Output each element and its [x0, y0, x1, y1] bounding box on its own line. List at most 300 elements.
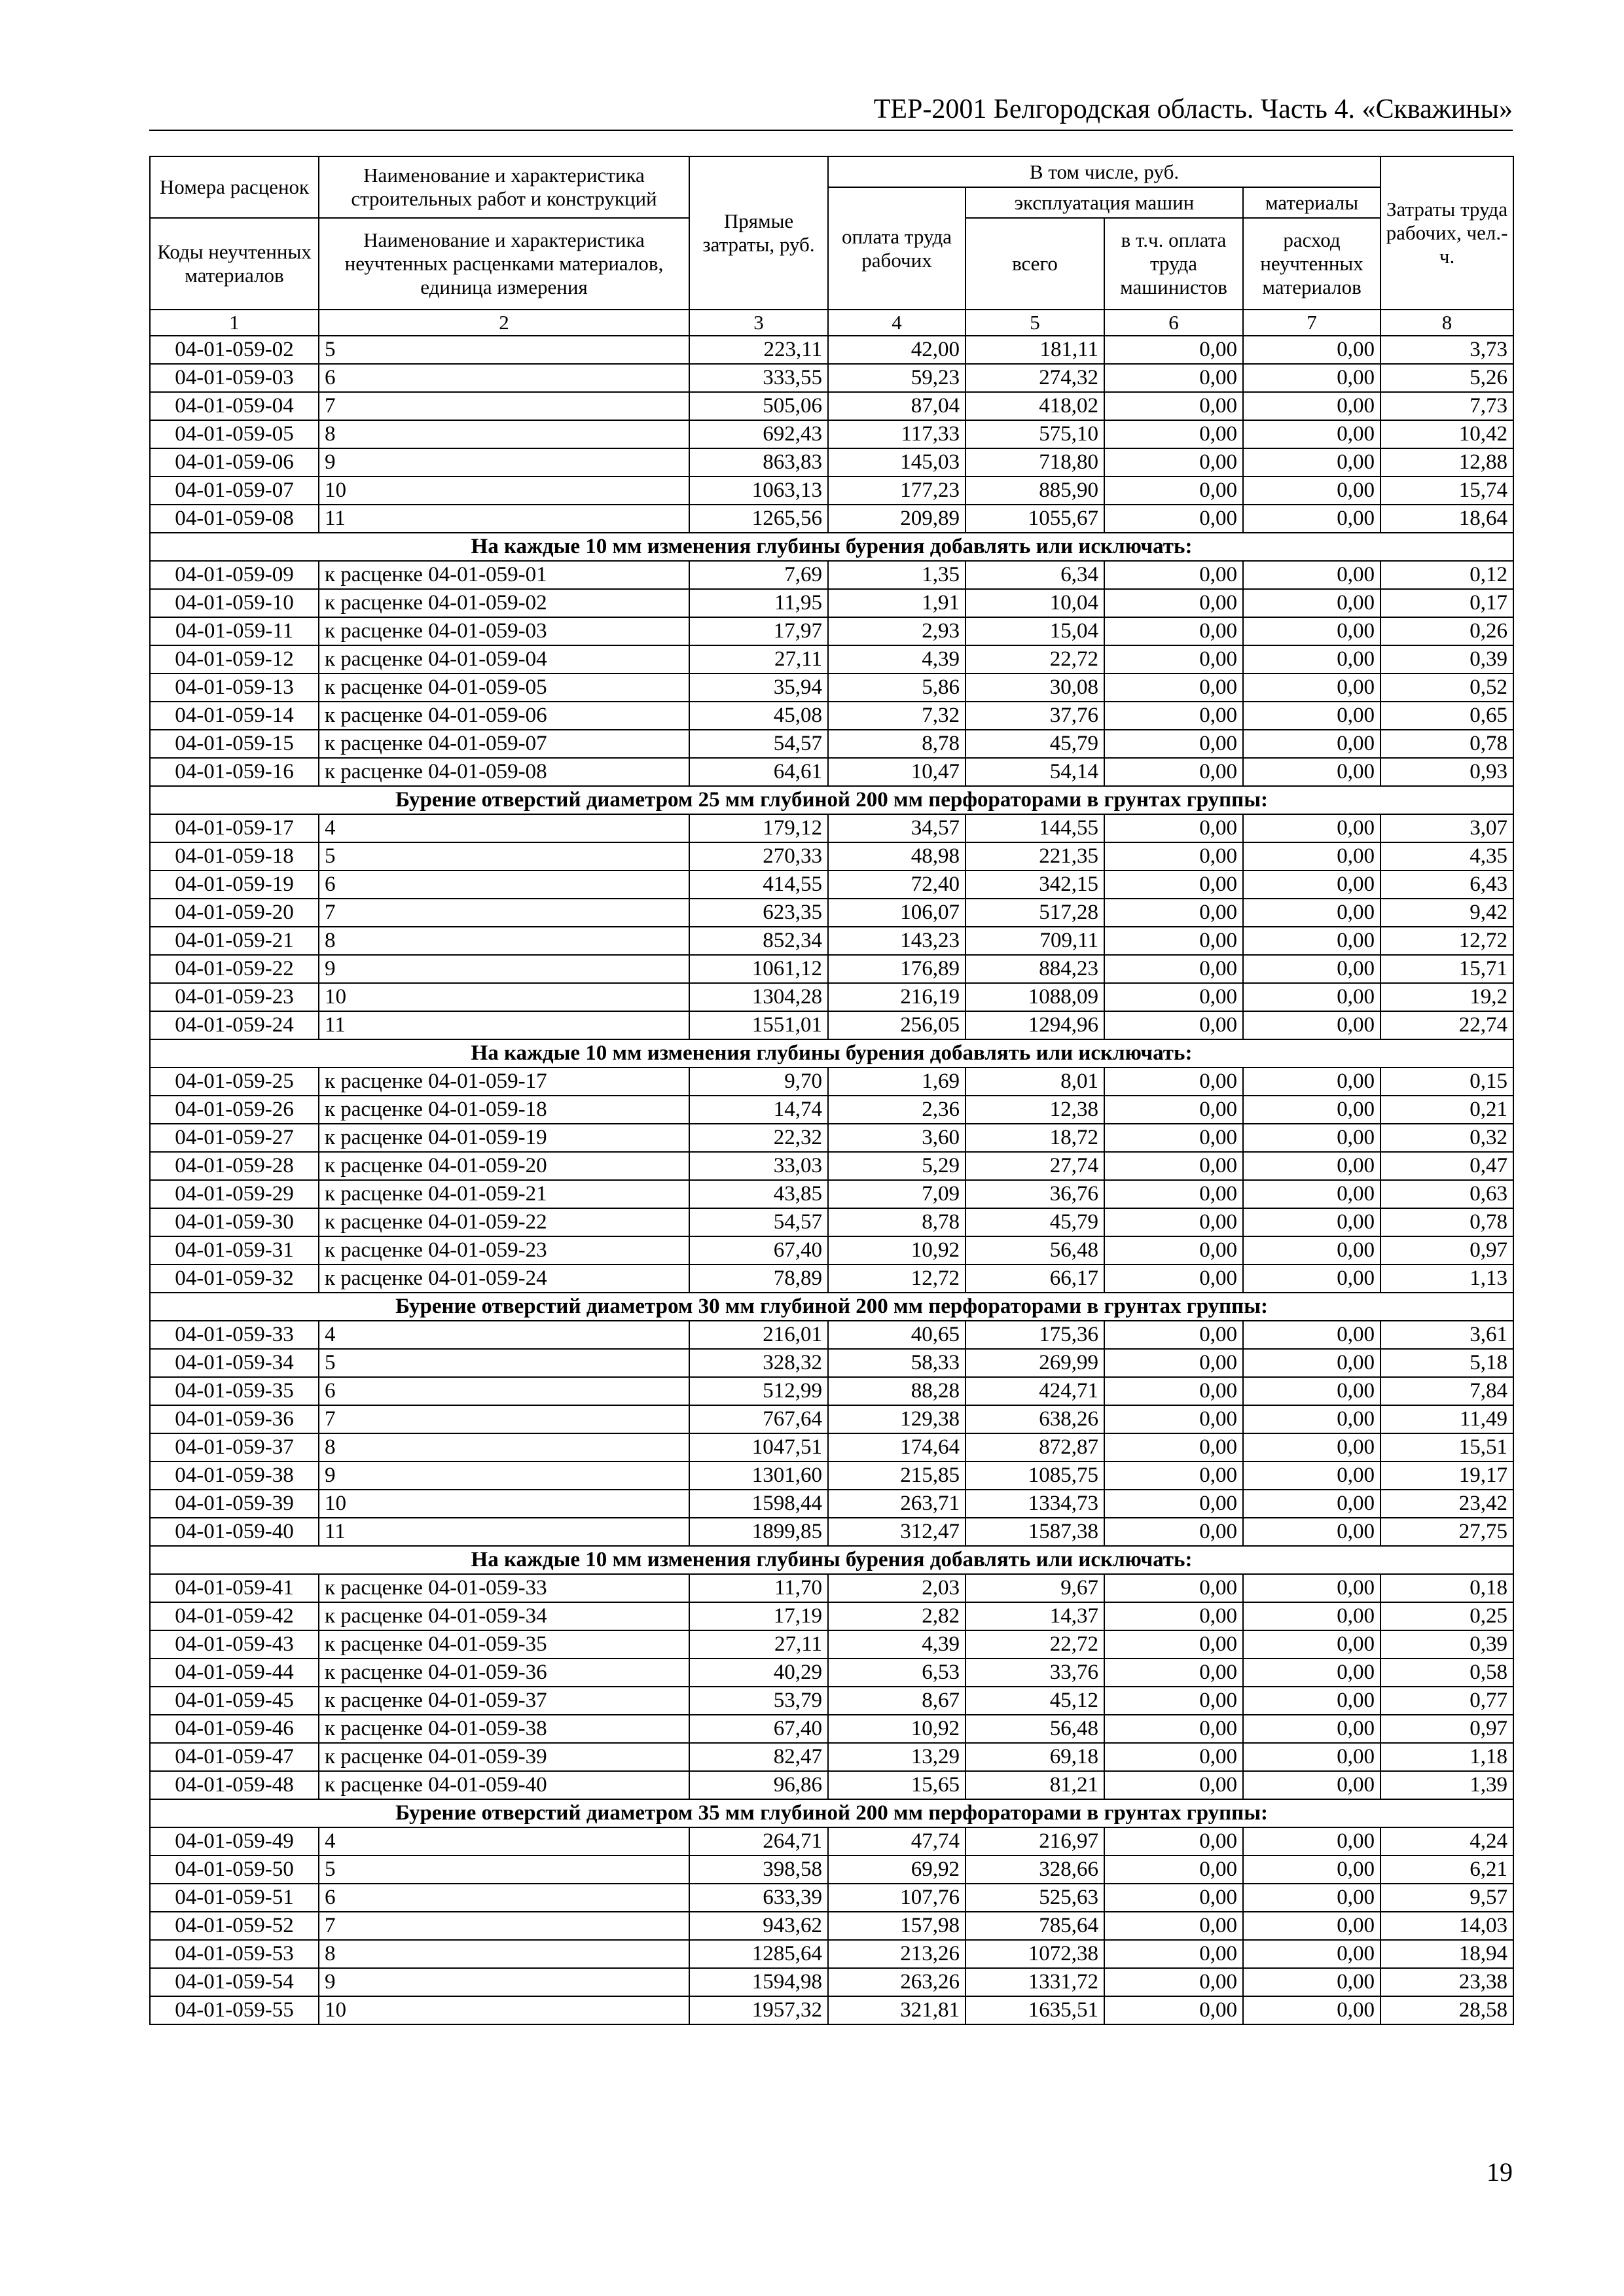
rate-code-cell: 04-01-059-35	[150, 1377, 319, 1405]
table-row	[150, 1630, 1513, 1659]
machinists-pay-cell: 0,00	[1104, 1490, 1243, 1518]
materials-cell: 0,00	[1243, 673, 1380, 702]
direct-cost-cell: 223,11	[689, 336, 828, 364]
table-row	[150, 1518, 1513, 1546]
labor-hours-cell: 3,07	[1380, 814, 1513, 842]
direct-cost-cell: 11,95	[689, 589, 828, 617]
table-row	[150, 758, 1513, 786]
materials-cell: 0,00	[1243, 1715, 1380, 1743]
rate-code-cell: 04-01-059-31	[150, 1236, 319, 1265]
materials-cell: 0,00	[1243, 1152, 1380, 1180]
materials-cell: 0,00	[1243, 1659, 1380, 1687]
labor-pay-cell: 69,92	[828, 1856, 965, 1884]
rate-code-cell: 04-01-059-21	[150, 927, 319, 955]
table-row	[150, 1265, 1513, 1293]
table-row	[150, 1715, 1513, 1743]
machinists-pay-cell: 0,00	[1104, 1349, 1243, 1377]
materials-cell: 0,00	[1243, 505, 1380, 533]
machinists-pay-cell: 0,00	[1104, 702, 1243, 730]
materials-cell: 0,00	[1243, 1687, 1380, 1715]
work-name-cell: к расценке 04-01-059-08	[319, 758, 689, 786]
labor-hours-cell: 1,18	[1380, 1743, 1513, 1771]
machines-total-cell: 9,67	[965, 1574, 1104, 1602]
materials-cell: 0,00	[1243, 1884, 1380, 1912]
table-row	[150, 1011, 1513, 1039]
rate-code-cell: 04-01-059-07	[150, 476, 319, 505]
machinists-pay-cell: 0,00	[1104, 1124, 1243, 1152]
col-header-rate-numbers: Номера расценок	[150, 156, 319, 218]
machinists-pay-cell: 0,00	[1104, 1405, 1243, 1433]
labor-hours-cell: 1,13	[1380, 1265, 1513, 1293]
labor-pay-cell: 6,53	[828, 1659, 965, 1687]
labor-pay-cell: 1,91	[828, 589, 965, 617]
direct-cost-cell: 22,32	[689, 1124, 828, 1152]
materials-cell: 0,00	[1243, 448, 1380, 476]
machinists-pay-cell: 0,00	[1104, 1096, 1243, 1124]
labor-hours-cell: 19,17	[1380, 1462, 1513, 1490]
machines-total-cell: 885,90	[965, 476, 1104, 505]
labor-pay-cell: 8,78	[828, 1208, 965, 1236]
materials-cell: 0,00	[1243, 1630, 1380, 1659]
work-name-cell: 6	[319, 364, 689, 392]
column-numbers-row	[150, 310, 1513, 336]
machines-total-cell: 424,71	[965, 1377, 1104, 1405]
table-row	[150, 899, 1513, 927]
materials-cell: 0,00	[1243, 336, 1380, 364]
labor-hours-cell: 9,42	[1380, 899, 1513, 927]
machinists-pay-cell: 0,00	[1104, 589, 1243, 617]
machinists-pay-cell: 0,00	[1104, 1715, 1243, 1743]
rate-code-cell: 04-01-059-16	[150, 758, 319, 786]
column-number: 5	[965, 310, 1104, 336]
labor-hours-cell: 7,84	[1380, 1377, 1513, 1405]
machines-total-cell: 56,48	[965, 1236, 1104, 1265]
labor-pay-cell: 48,98	[828, 842, 965, 870]
work-name-cell: 8	[319, 927, 689, 955]
table-row	[150, 1236, 1513, 1265]
table-row	[150, 336, 1513, 364]
direct-cost-cell: 17,19	[689, 1602, 828, 1630]
section-row	[150, 1546, 1513, 1574]
table-row	[150, 1405, 1513, 1433]
machinists-pay-cell: 0,00	[1104, 1180, 1243, 1208]
direct-cost-cell: 398,58	[689, 1856, 828, 1884]
materials-cell: 0,00	[1243, 1011, 1380, 1039]
rate-code-cell: 04-01-059-52	[150, 1912, 319, 1940]
page-number: 19	[1487, 2157, 1513, 2187]
materials-cell: 0,00	[1243, 1574, 1380, 1602]
rate-code-cell: 04-01-059-50	[150, 1856, 319, 1884]
labor-pay-cell: 2,82	[828, 1602, 965, 1630]
labor-hours-cell: 7,73	[1380, 392, 1513, 420]
direct-cost-cell: 33,03	[689, 1152, 828, 1180]
machinists-pay-cell: 0,00	[1104, 420, 1243, 448]
col-header-materials: материалы	[1243, 187, 1380, 218]
labor-pay-cell: 7,32	[828, 702, 965, 730]
work-name-cell: к расценке 04-01-059-01	[319, 561, 689, 589]
direct-cost-cell: 333,55	[689, 364, 828, 392]
rate-code-cell: 04-01-059-14	[150, 702, 319, 730]
materials-cell: 0,00	[1243, 927, 1380, 955]
machinists-pay-cell: 0,00	[1104, 1321, 1243, 1349]
rate-code-cell: 04-01-059-45	[150, 1687, 319, 1715]
rate-code-cell: 04-01-059-46	[150, 1715, 319, 1743]
machines-total-cell: 33,76	[965, 1659, 1104, 1687]
materials-cell: 0,00	[1243, 870, 1380, 899]
table-row	[150, 589, 1513, 617]
work-name-cell: к расценке 04-01-059-24	[319, 1265, 689, 1293]
machines-total-cell: 328,66	[965, 1856, 1104, 1884]
direct-cost-cell: 11,70	[689, 1574, 828, 1602]
rate-code-cell: 04-01-059-55	[150, 1996, 319, 2024]
rate-code-cell: 04-01-059-28	[150, 1152, 319, 1180]
table-row	[150, 1687, 1513, 1715]
work-name-cell: к расценке 04-01-059-06	[319, 702, 689, 730]
labor-hours-cell: 0,39	[1380, 1630, 1513, 1659]
machines-total-cell: 175,36	[965, 1321, 1104, 1349]
work-name-cell: 9	[319, 448, 689, 476]
machinists-pay-cell: 0,00	[1104, 1630, 1243, 1659]
direct-cost-cell: 82,47	[689, 1743, 828, 1771]
labor-hours-cell: 5,26	[1380, 364, 1513, 392]
section-heading: На каждые 10 мм изменения глубины бурения добавлять или исключать:	[150, 533, 1513, 561]
section-heading: На каждые 10 мм изменения глубины бурения добавлять или исключать:	[150, 1546, 1513, 1574]
direct-cost-cell: 1301,60	[689, 1462, 828, 1490]
labor-hours-cell: 18,94	[1380, 1940, 1513, 1968]
materials-cell: 0,00	[1243, 1208, 1380, 1236]
labor-pay-cell: 107,76	[828, 1884, 965, 1912]
direct-cost-cell: 27,11	[689, 645, 828, 673]
machines-total-cell: 525,63	[965, 1884, 1104, 1912]
section-row	[150, 1293, 1513, 1321]
rate-code-cell: 04-01-059-18	[150, 842, 319, 870]
labor-pay-cell: 88,28	[828, 1377, 965, 1405]
rate-code-cell: 04-01-059-12	[150, 645, 319, 673]
direct-cost-cell: 17,97	[689, 617, 828, 645]
materials-cell: 0,00	[1243, 842, 1380, 870]
labor-hours-cell: 5,18	[1380, 1349, 1513, 1377]
machines-total-cell: 10,04	[965, 589, 1104, 617]
direct-cost-cell: 1285,64	[689, 1940, 828, 1968]
labor-pay-cell: 177,23	[828, 476, 965, 505]
materials-cell: 0,00	[1243, 1180, 1380, 1208]
labor-hours-cell: 0,47	[1380, 1152, 1513, 1180]
column-number: 7	[1243, 310, 1380, 336]
machines-total-cell: 6,34	[965, 561, 1104, 589]
table-row	[150, 1180, 1513, 1208]
col-header-machinists-pay: в т.ч. оплата труда машинистов	[1104, 218, 1243, 310]
direct-cost-cell: 270,33	[689, 842, 828, 870]
table-row	[150, 420, 1513, 448]
machines-total-cell: 418,02	[965, 392, 1104, 420]
machinists-pay-cell: 0,00	[1104, 1462, 1243, 1490]
labor-pay-cell: 13,29	[828, 1743, 965, 1771]
machinists-pay-cell: 0,00	[1104, 1265, 1243, 1293]
labor-pay-cell: 129,38	[828, 1405, 965, 1433]
rate-code-cell: 04-01-059-32	[150, 1265, 319, 1293]
machinists-pay-cell: 0,00	[1104, 645, 1243, 673]
machines-total-cell: 56,48	[965, 1715, 1104, 1743]
machines-total-cell: 709,11	[965, 927, 1104, 955]
work-name-cell: 9	[319, 955, 689, 983]
rate-code-cell: 04-01-059-06	[150, 448, 319, 476]
table-row	[150, 1856, 1513, 1884]
direct-cost-cell: 1594,98	[689, 1968, 828, 1996]
table-header	[150, 156, 1513, 336]
labor-pay-cell: 2,36	[828, 1096, 965, 1124]
work-name-cell: к расценке 04-01-059-21	[319, 1180, 689, 1208]
rate-code-cell: 04-01-059-11	[150, 617, 319, 645]
rate-code-cell: 04-01-059-10	[150, 589, 319, 617]
direct-cost-cell: 43,85	[689, 1180, 828, 1208]
machinists-pay-cell: 0,00	[1104, 1067, 1243, 1096]
table-row	[150, 1377, 1513, 1405]
direct-cost-cell: 863,83	[689, 448, 828, 476]
labor-hours-cell: 0,21	[1380, 1096, 1513, 1124]
work-name-cell: к расценке 04-01-059-36	[319, 1659, 689, 1687]
rate-code-cell: 04-01-059-47	[150, 1743, 319, 1771]
machinists-pay-cell: 0,00	[1104, 1236, 1243, 1265]
labor-pay-cell: 4,39	[828, 1630, 965, 1659]
labor-pay-cell: 34,57	[828, 814, 965, 842]
work-name-cell: 10	[319, 1490, 689, 1518]
labor-hours-cell: 0,18	[1380, 1574, 1513, 1602]
machinists-pay-cell: 0,00	[1104, 1518, 1243, 1546]
table-row	[150, 505, 1513, 533]
column-number: 3	[689, 310, 828, 336]
labor-hours-cell: 12,72	[1380, 927, 1513, 955]
table-row	[150, 1912, 1513, 1940]
rate-code-cell: 04-01-059-29	[150, 1180, 319, 1208]
machinists-pay-cell: 0,00	[1104, 1377, 1243, 1405]
labor-hours-cell: 0,65	[1380, 702, 1513, 730]
table-row	[150, 1602, 1513, 1630]
section-row	[150, 1799, 1513, 1827]
machines-total-cell: 1072,38	[965, 1940, 1104, 1968]
work-name-cell: к расценке 04-01-059-20	[319, 1152, 689, 1180]
rate-code-cell: 04-01-059-34	[150, 1349, 319, 1377]
labor-pay-cell: 2,93	[828, 617, 965, 645]
rate-code-cell: 04-01-059-41	[150, 1574, 319, 1602]
machinists-pay-cell: 0,00	[1104, 758, 1243, 786]
table-row	[150, 1152, 1513, 1180]
materials-cell: 0,00	[1243, 730, 1380, 758]
work-name-cell: к расценке 04-01-059-22	[319, 1208, 689, 1236]
rate-code-cell: 04-01-059-24	[150, 1011, 319, 1039]
machinists-pay-cell: 0,00	[1104, 1856, 1243, 1884]
machines-total-cell: 18,72	[965, 1124, 1104, 1152]
table-row	[150, 983, 1513, 1011]
labor-pay-cell: 10,92	[828, 1715, 965, 1743]
direct-cost-cell: 64,61	[689, 758, 828, 786]
machines-total-cell: 181,11	[965, 336, 1104, 364]
work-name-cell: 11	[319, 505, 689, 533]
direct-cost-cell: 505,06	[689, 392, 828, 420]
labor-pay-cell: 263,71	[828, 1490, 965, 1518]
machinists-pay-cell: 0,00	[1104, 1996, 1243, 2024]
machines-total-cell: 884,23	[965, 955, 1104, 983]
table-row	[150, 1349, 1513, 1377]
rate-code-cell: 04-01-059-51	[150, 1884, 319, 1912]
direct-cost-cell: 7,69	[689, 561, 828, 589]
direct-cost-cell: 852,34	[689, 927, 828, 955]
labor-pay-cell: 87,04	[828, 392, 965, 420]
labor-pay-cell: 216,19	[828, 983, 965, 1011]
rate-code-cell: 04-01-059-17	[150, 814, 319, 842]
work-name-cell: 8	[319, 1433, 689, 1462]
machines-total-cell: 69,18	[965, 1743, 1104, 1771]
direct-cost-cell: 692,43	[689, 420, 828, 448]
table-row	[150, 1827, 1513, 1856]
materials-cell: 0,00	[1243, 1940, 1380, 1968]
machinists-pay-cell: 0,00	[1104, 1968, 1243, 1996]
machinists-pay-cell: 0,00	[1104, 505, 1243, 533]
labor-pay-cell: 10,47	[828, 758, 965, 786]
materials-cell: 0,00	[1243, 1490, 1380, 1518]
labor-hours-cell: 22,74	[1380, 1011, 1513, 1039]
labor-pay-cell: 157,98	[828, 1912, 965, 1940]
labor-pay-cell: 143,23	[828, 927, 965, 955]
labor-pay-cell: 106,07	[828, 899, 965, 927]
work-name-cell: 5	[319, 842, 689, 870]
direct-cost-cell: 767,64	[689, 1405, 828, 1433]
work-name-cell: к расценке 04-01-059-23	[319, 1236, 689, 1265]
table-row	[150, 1743, 1513, 1771]
table-row	[150, 1067, 1513, 1096]
labor-hours-cell: 0,12	[1380, 561, 1513, 589]
table-body	[150, 336, 1513, 2024]
work-name-cell: 10	[319, 476, 689, 505]
rate-code-cell: 04-01-059-26	[150, 1096, 319, 1124]
labor-hours-cell: 0,17	[1380, 589, 1513, 617]
machinists-pay-cell: 0,00	[1104, 1152, 1243, 1180]
machines-total-cell: 22,72	[965, 1630, 1104, 1659]
rates-table	[149, 156, 1514, 2025]
column-number: 1	[150, 310, 319, 336]
work-name-cell: 11	[319, 1518, 689, 1546]
labor-pay-cell: 42,00	[828, 336, 965, 364]
labor-hours-cell: 27,75	[1380, 1518, 1513, 1546]
machinists-pay-cell: 0,00	[1104, 870, 1243, 899]
materials-cell: 0,00	[1243, 1067, 1380, 1096]
machines-total-cell: 269,99	[965, 1349, 1104, 1377]
table-row	[150, 870, 1513, 899]
work-name-cell: 9	[319, 1462, 689, 1490]
machinists-pay-cell: 0,00	[1104, 842, 1243, 870]
rate-code-cell: 04-01-059-37	[150, 1433, 319, 1462]
rate-code-cell: 04-01-059-53	[150, 1940, 319, 1968]
work-name-cell: 7	[319, 1405, 689, 1433]
machinists-pay-cell: 0,00	[1104, 983, 1243, 1011]
labor-pay-cell: 3,60	[828, 1124, 965, 1152]
materials-cell: 0,00	[1243, 983, 1380, 1011]
work-name-cell: 8	[319, 420, 689, 448]
rate-code-cell: 04-01-059-25	[150, 1067, 319, 1096]
machines-total-cell: 718,80	[965, 448, 1104, 476]
machinists-pay-cell: 0,00	[1104, 899, 1243, 927]
machines-total-cell: 216,97	[965, 1827, 1104, 1856]
labor-pay-cell: 59,23	[828, 364, 965, 392]
machinists-pay-cell: 0,00	[1104, 1940, 1243, 1968]
work-name-cell: 6	[319, 1377, 689, 1405]
work-name-cell: 4	[319, 1321, 689, 1349]
labor-hours-cell: 14,03	[1380, 1912, 1513, 1940]
machinists-pay-cell: 0,00	[1104, 561, 1243, 589]
direct-cost-cell: 264,71	[689, 1827, 828, 1856]
table-row	[150, 392, 1513, 420]
work-name-cell: к расценке 04-01-059-37	[319, 1687, 689, 1715]
labor-pay-cell: 58,33	[828, 1349, 965, 1377]
col-header-including: В том числе, руб.	[828, 156, 1380, 187]
work-name-cell: к расценке 04-01-059-07	[319, 730, 689, 758]
machines-total-cell: 221,35	[965, 842, 1104, 870]
labor-hours-cell: 0,58	[1380, 1659, 1513, 1687]
work-name-cell: 7	[319, 1912, 689, 1940]
work-name-cell: к расценке 04-01-059-02	[319, 589, 689, 617]
labor-hours-cell: 0,93	[1380, 758, 1513, 786]
rate-code-cell: 04-01-059-30	[150, 1208, 319, 1236]
machinists-pay-cell: 0,00	[1104, 1884, 1243, 1912]
materials-cell: 0,00	[1243, 589, 1380, 617]
machinists-pay-cell: 0,00	[1104, 1912, 1243, 1940]
machinists-pay-cell: 0,00	[1104, 1659, 1243, 1687]
machinists-pay-cell: 0,00	[1104, 1687, 1243, 1715]
machines-total-cell: 1587,38	[965, 1518, 1104, 1546]
direct-cost-cell: 14,74	[689, 1096, 828, 1124]
table-row	[150, 1574, 1513, 1602]
column-number: 2	[319, 310, 689, 336]
direct-cost-cell: 1265,56	[689, 505, 828, 533]
labor-hours-cell: 15,71	[1380, 955, 1513, 983]
table-row	[150, 1462, 1513, 1490]
materials-cell: 0,00	[1243, 1405, 1380, 1433]
section-row	[150, 786, 1513, 814]
direct-cost-cell: 1047,51	[689, 1433, 828, 1462]
machines-total-cell: 1635,51	[965, 1996, 1104, 2024]
labor-hours-cell: 0,32	[1380, 1124, 1513, 1152]
work-name-cell: 10	[319, 1996, 689, 2024]
table-row	[150, 364, 1513, 392]
direct-cost-cell: 1061,12	[689, 955, 828, 983]
materials-cell: 0,00	[1243, 899, 1380, 927]
labor-pay-cell: 256,05	[828, 1011, 965, 1039]
direct-cost-cell: 414,55	[689, 870, 828, 899]
materials-cell: 0,00	[1243, 1827, 1380, 1856]
labor-pay-cell: 312,47	[828, 1518, 965, 1546]
table-row	[150, 617, 1513, 645]
labor-hours-cell: 0,97	[1380, 1715, 1513, 1743]
materials-cell: 0,00	[1243, 1856, 1380, 1884]
rate-code-cell: 04-01-059-42	[150, 1602, 319, 1630]
direct-cost-cell: 1063,13	[689, 476, 828, 505]
labor-pay-cell: 40,65	[828, 1321, 965, 1349]
machines-total-cell: 1334,73	[965, 1490, 1104, 1518]
table-row	[150, 1659, 1513, 1687]
work-name-cell: 6	[319, 1884, 689, 1912]
machinists-pay-cell: 0,00	[1104, 1208, 1243, 1236]
rate-code-cell: 04-01-059-09	[150, 561, 319, 589]
section-row	[150, 533, 1513, 561]
rate-code-cell: 04-01-059-08	[150, 505, 319, 533]
machines-total-cell: 144,55	[965, 814, 1104, 842]
machines-total-cell: 22,72	[965, 645, 1104, 673]
column-number: 8	[1380, 310, 1513, 336]
table-row	[150, 1968, 1513, 1996]
work-name-cell: 9	[319, 1968, 689, 1996]
machinists-pay-cell: 0,00	[1104, 1827, 1243, 1856]
labor-hours-cell: 28,58	[1380, 1996, 1513, 2024]
work-name-cell: 4	[319, 1827, 689, 1856]
